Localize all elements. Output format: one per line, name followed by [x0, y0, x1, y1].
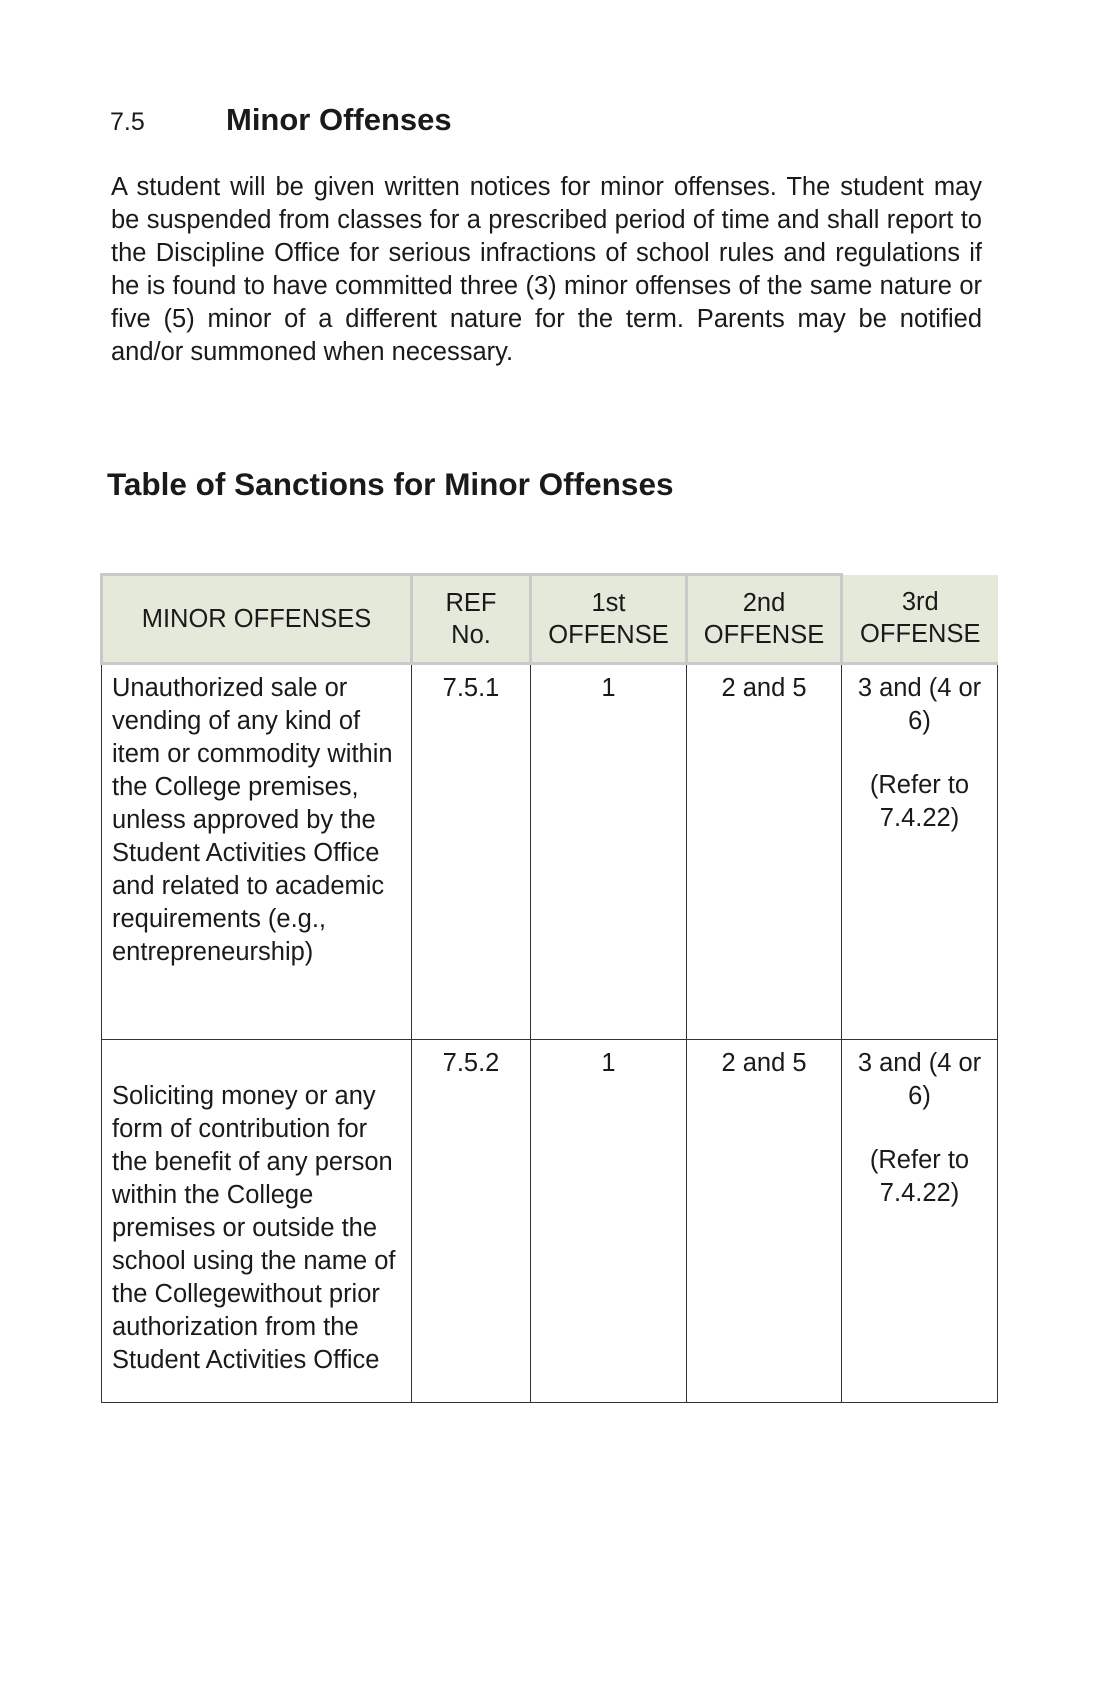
third-offense-note: (Refer to 7.4.22)	[869, 1146, 970, 1207]
section-heading	[110, 102, 452, 138]
section-title: Minor Offenses	[226, 102, 452, 137]
header-minor-offenses-label: MINOR OFFENSES	[141, 605, 372, 633]
header-minor-offenses	[102, 575, 412, 664]
third-offense-sanction: 3 and (4 or 6)	[857, 1049, 982, 1110]
table-row	[102, 664, 998, 1040]
header-second-offense	[687, 575, 842, 664]
ref-cell: 7.5.1	[412, 664, 531, 1040]
header-third-line1: 3rd	[901, 588, 939, 617]
header-second-line1: 2nd	[742, 589, 786, 617]
header-first-line2: OFFENSE	[548, 621, 669, 649]
offense-description: Unauthorized sale or vending of any kind of item or commodity within the College premises, unless approved by the Student Activities Office and related to academic requirements (e.g., entrepreneurship)	[112, 674, 393, 966]
sanctions-table	[100, 573, 998, 1403]
third-offense-sanction: 3 and (4 or 6)	[857, 674, 982, 735]
section-number: 7.5	[110, 108, 145, 136]
first-offense-cell: 1	[531, 664, 687, 1040]
header-first-line1: 1st	[591, 589, 626, 617]
header-first-offense	[531, 575, 687, 664]
intro-paragraph: A student will be given written notices for minor offenses. The student may be suspended from classes for a prescribed period of time and shall report to the Discipline Office for serious infractions of school rules and regulations if he is found to have committed three (3) minor offenses of the same nature or five (5) minor of a different nature for the term. Parents may be notified and/or summoned when necessary.	[111, 173, 982, 366]
header-third-offense	[842, 575, 998, 664]
offense-cell	[102, 1040, 412, 1403]
third-offense-cell	[842, 664, 998, 1040]
third-offense-cell	[842, 1040, 998, 1403]
table-header-row	[102, 575, 998, 664]
header-third-line2: OFFENSE	[860, 620, 981, 649]
table-title: Table of Sanctions for Minor Offenses	[107, 466, 674, 502]
ref-cell: 7.5.2	[412, 1040, 531, 1403]
offense-description: Soliciting money or any form of contribution for the benefit of any person within the College premises or outside the school using the name of the Collegewithout prior authorization from the Student Activities Office	[112, 1082, 396, 1374]
header-second-line2: OFFENSE	[703, 621, 825, 649]
second-offense-cell: 2 and 5	[687, 664, 842, 1040]
header-ref-line2: No.	[451, 621, 491, 649]
first-offense-cell: 1	[531, 1040, 687, 1403]
third-offense-note: (Refer to 7.4.22)	[869, 771, 970, 832]
table-row	[102, 1040, 998, 1403]
header-ref-line1: REF	[445, 589, 497, 617]
header-ref-no	[412, 575, 531, 664]
second-offense-cell: 2 and 5	[687, 1040, 842, 1403]
offense-cell	[102, 664, 412, 1040]
